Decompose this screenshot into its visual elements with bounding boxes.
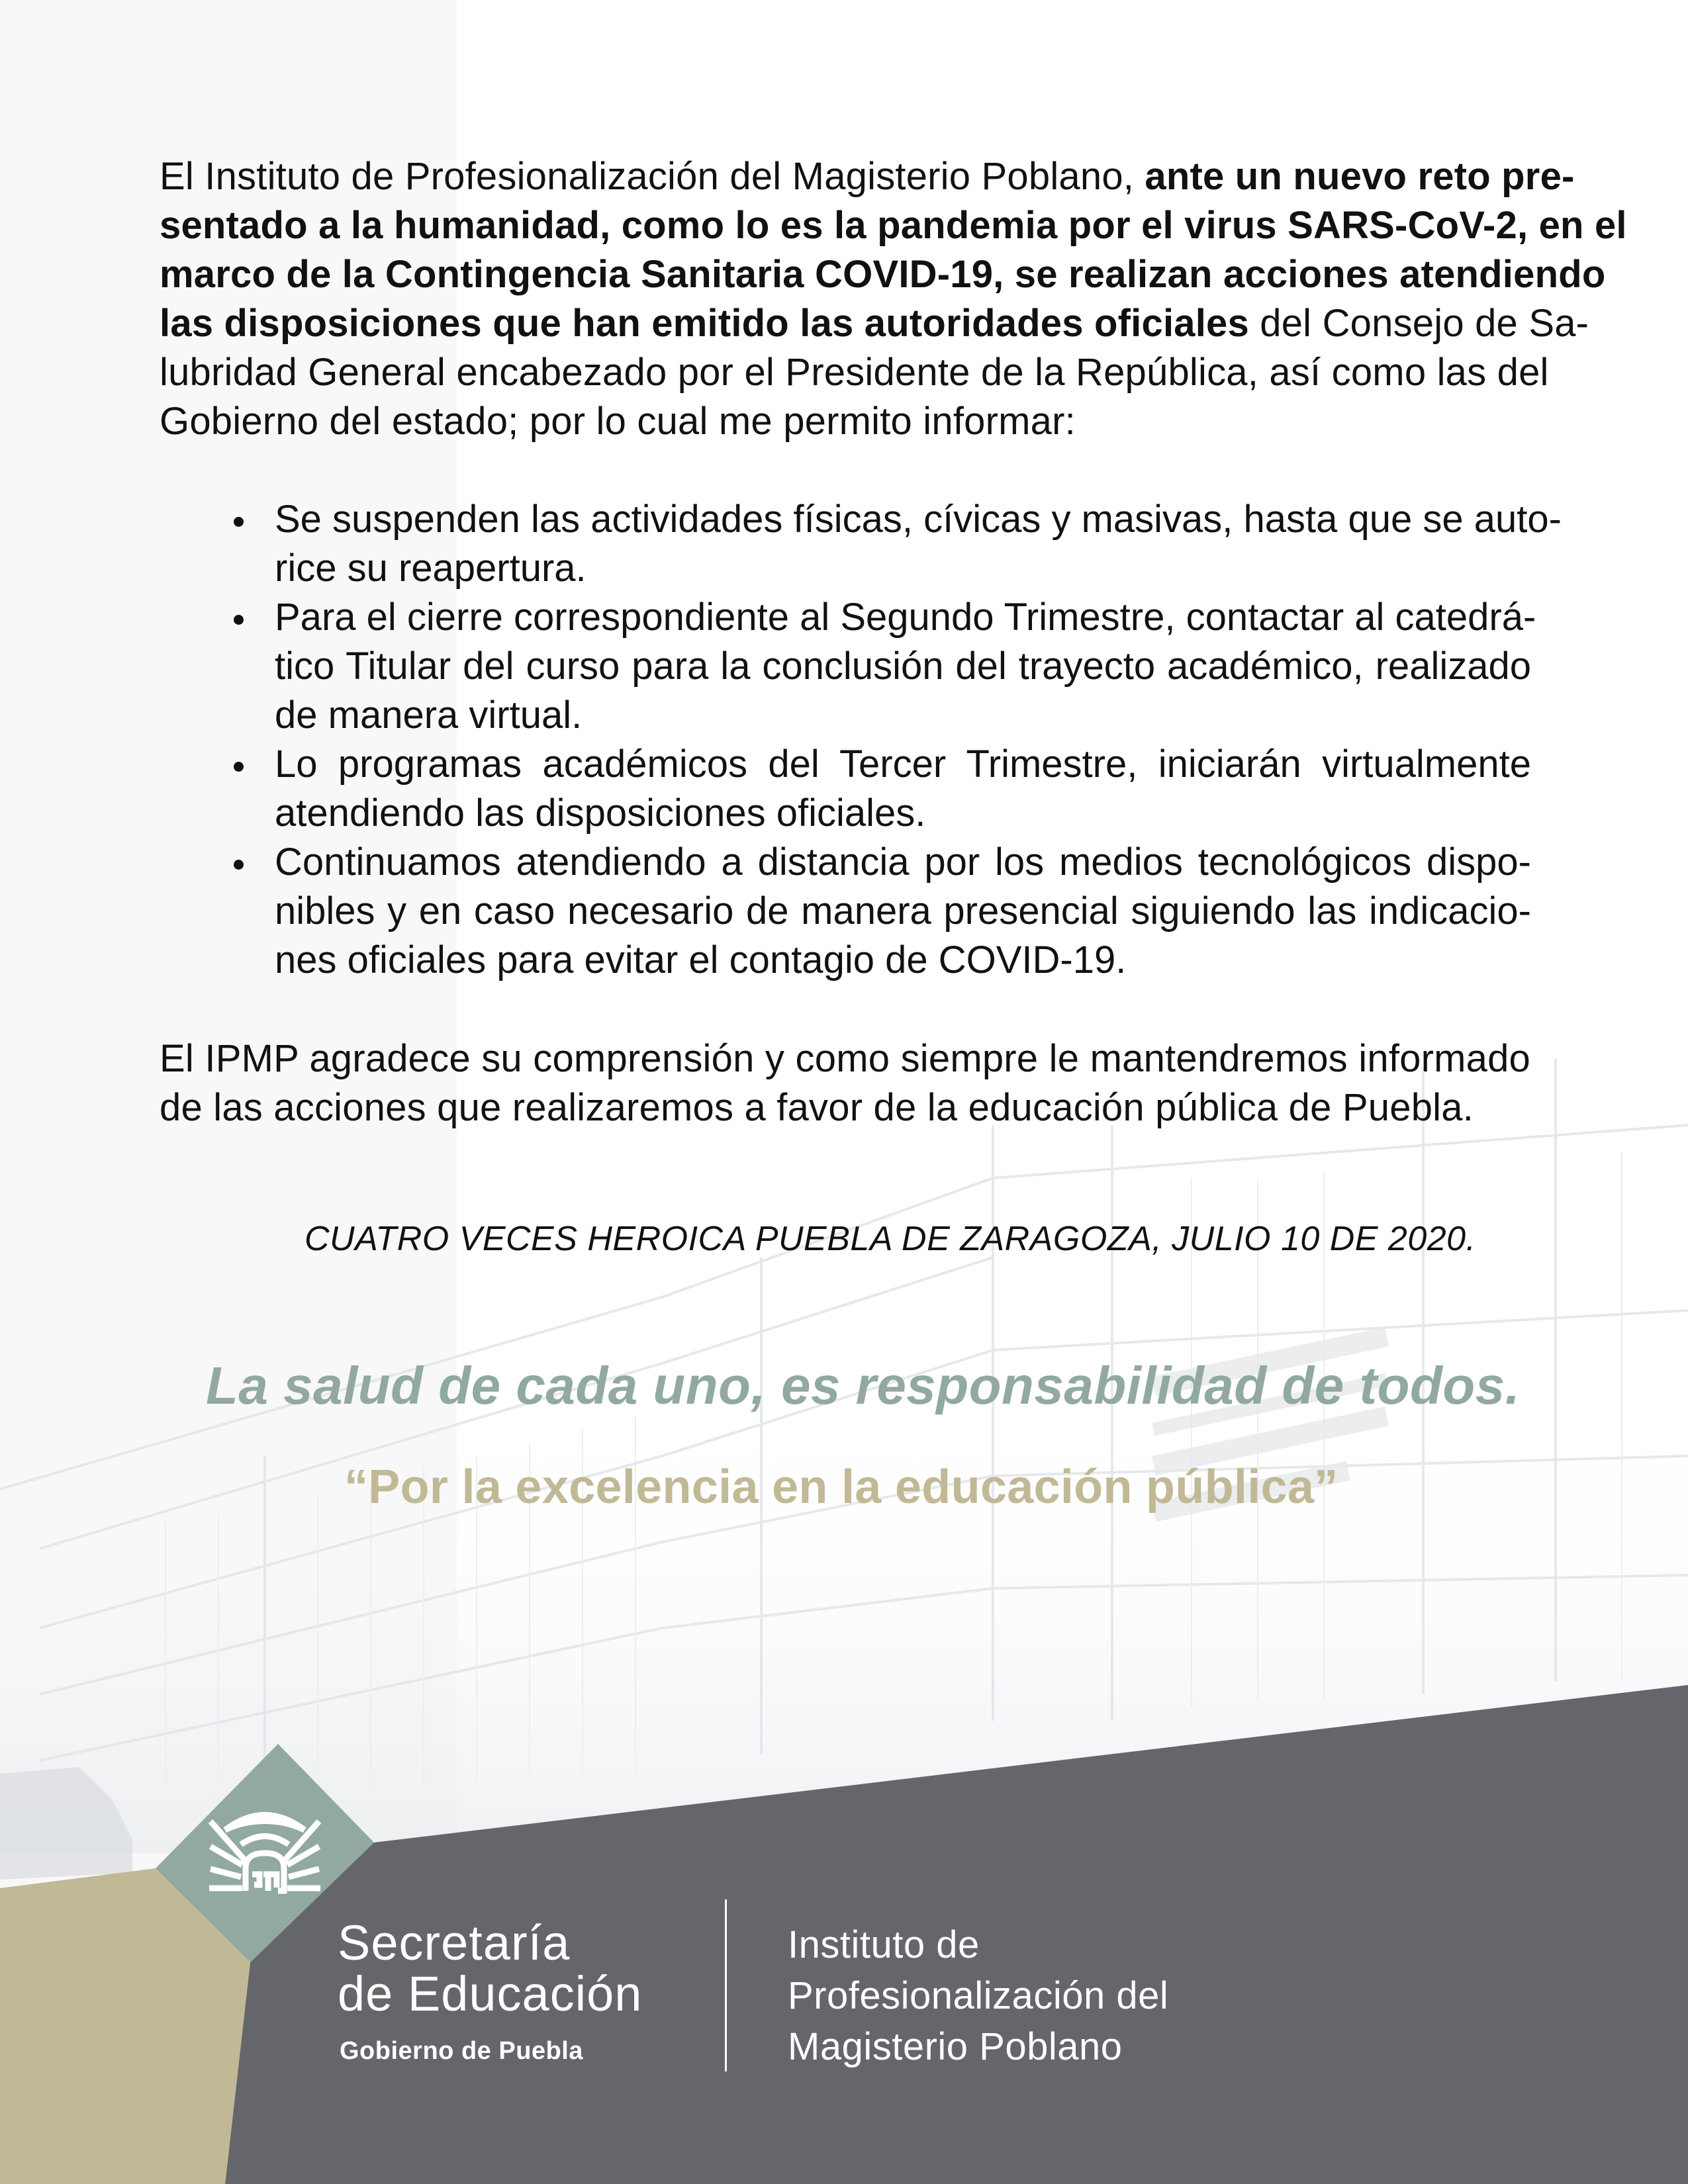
motto: “Por la excelencia en la educación pública” bbox=[344, 1461, 1338, 1514]
intro-text-bold: ante un nuevo reto pre- bbox=[1145, 155, 1575, 198]
list-item-line: Para el cierre correspondiente al Segundo Trimestre, contactar al catedrá- bbox=[275, 596, 1536, 639]
intro-text-regular: del Consejo de Sa- bbox=[1248, 302, 1589, 345]
list-item-line: atendiendo las disposiciones oficiales. bbox=[275, 792, 926, 835]
intro-text-regular: El Instituto de Profesionalización del Magisterio Poblano, bbox=[160, 155, 1145, 198]
date-location-line: CUATRO VECES HEROICA PUEBLA DE ZARAGOZA, JULIO 10 DE 2020. bbox=[305, 1220, 1476, 1258]
closing-line: El IPMP agradece su comprensión y como siempre le mantendremos informado bbox=[160, 1037, 1530, 1080]
tagline: La salud de cada uno, es responsabilidad de todos. bbox=[206, 1356, 1521, 1415]
footer-divider bbox=[725, 1899, 727, 2071]
institute-name-line1: Instituto de bbox=[788, 1923, 980, 1966]
list-item-line: Lo programas académicos del Tercer Trimestre, iniciarán virtualmente bbox=[275, 743, 1531, 786]
institute-name-line3: Magisterio Poblano bbox=[788, 2025, 1123, 2068]
gobierno-label: Gobierno de Puebla bbox=[340, 2037, 583, 2065]
intro-text-bold: marco de la Contingencia Sanitaria COVID-19, se realizan acciones atendiendo bbox=[160, 253, 1606, 296]
institute-name-line2: Profesionalización del bbox=[788, 1974, 1169, 2017]
intro-text-regular: lubridad General encabezado por el Presidente de la República, así como las del bbox=[160, 351, 1549, 394]
intro-text-bold: sentado a la humanidad, como lo es la pandemia por el virus SARS-CoV-2, en el bbox=[160, 204, 1627, 247]
list-item-line: Se suspenden las actividades físicas, cívicas y masivas, hasta que se auto- bbox=[275, 498, 1562, 541]
intro-text-bold: las disposiciones que han emitido las autoridades oficiales bbox=[160, 302, 1249, 345]
list-item-line: nes oficiales para evitar el contagio de COVID-19. bbox=[275, 938, 1127, 981]
list-item-line: tico Titular del curso para la conclusión del trayecto académico, realizado bbox=[275, 645, 1531, 688]
list-item-line: de manera virtual. bbox=[275, 694, 583, 737]
intro-text-regular: Gobierno del estado; por lo cual me permito informar: bbox=[160, 400, 1076, 443]
list-item-line: Continuamos atendiendo a distancia por los medios tecnológicos dispo- bbox=[275, 841, 1531, 884]
list-item-line: nibles y en caso necesario de manera presencial siguiendo las indicacio- bbox=[275, 889, 1531, 933]
secretaria-title-line1: Secretaría bbox=[338, 1915, 571, 1970]
list-item-line: rice su reapertura. bbox=[275, 547, 586, 590]
secretaria-title-line2: de Educación bbox=[338, 1966, 643, 2021]
closing-line: de las acciones que realizaremos a favor de la educación pública de Puebla. bbox=[160, 1086, 1474, 1129]
